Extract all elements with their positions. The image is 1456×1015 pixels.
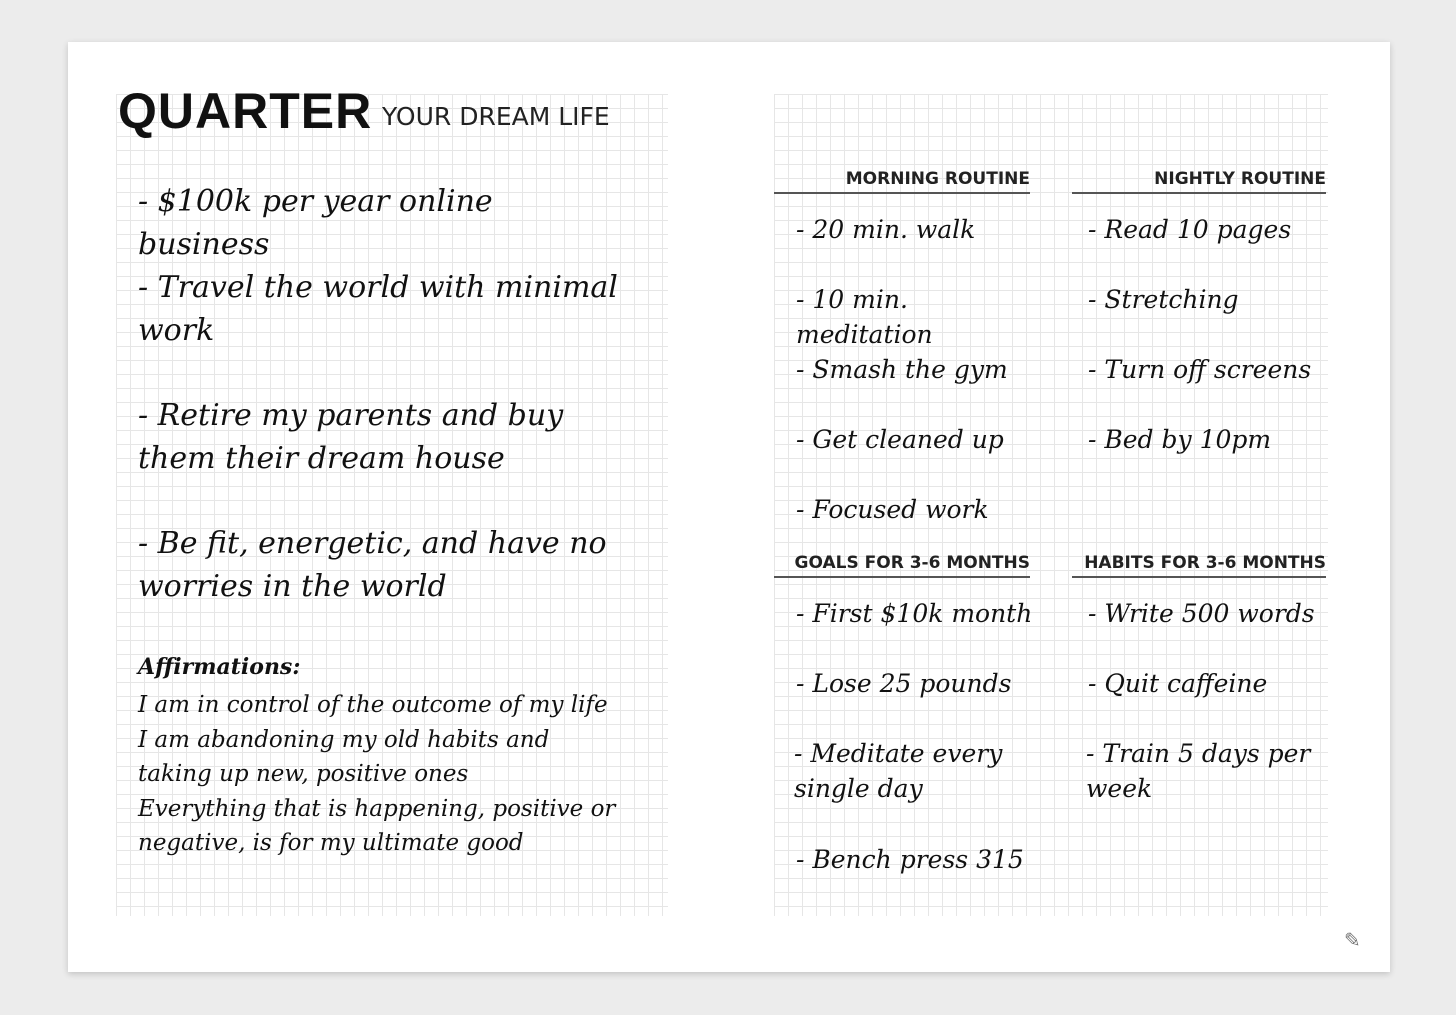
nightly-item-3: - Turn off screens bbox=[1088, 355, 1312, 384]
habit-item-2: - Quit caffeine bbox=[1088, 669, 1268, 698]
habit-item-3: - Train 5 days per week bbox=[1086, 739, 1311, 803]
morning-item-3: - Smash the gym bbox=[796, 355, 1008, 384]
goal-item-3: - Meditate every single day bbox=[794, 739, 1003, 803]
dream-item-1: - $100k per year online business bbox=[138, 184, 493, 262]
nightly-item-2: - Stretching bbox=[1088, 285, 1239, 314]
morning-item-4: - Get cleaned up bbox=[796, 425, 1004, 454]
affirmation-line-3: Everything that is happening, positive or negative, is for my ultimate good bbox=[138, 795, 616, 856]
morning-routine-heading: MORNING ROUTINE bbox=[774, 168, 1030, 194]
dream-item-3: - Retire my parents and buy them their dream house bbox=[138, 398, 564, 476]
dream-item-4: - Be fit, energetic, and have no worries in the world bbox=[138, 526, 607, 604]
morning-item-5: - Focused work bbox=[796, 495, 989, 524]
page-title: QUARTER bbox=[118, 83, 373, 139]
goal-item-2: - Lose 25 pounds bbox=[796, 669, 1012, 698]
planner-page bbox=[68, 42, 1390, 972]
morning-item-1: - 20 min. walk bbox=[796, 215, 976, 244]
affirmation-line-1: I am in control of the outcome of my life bbox=[138, 692, 608, 718]
goal-item-1: - First $10k month bbox=[796, 599, 1033, 628]
habits-heading: HABITS FOR 3-6 MONTHS bbox=[1072, 552, 1326, 578]
dream-item-2: - Travel the world with minimal work bbox=[138, 270, 618, 348]
habit-item-1: - Write 500 words bbox=[1088, 599, 1315, 628]
page-subtitle: YOUR DREAM LIFE bbox=[382, 102, 610, 131]
pen-edit-icon[interactable]: ✎ bbox=[1344, 930, 1361, 952]
affirmations-text bbox=[138, 688, 618, 861]
nightly-item-4: - Bed by 10pm bbox=[1088, 425, 1272, 454]
nightly-routine-heading: NIGHTLY ROUTINE bbox=[1072, 168, 1326, 194]
goals-heading: GOALS FOR 3-6 MONTHS bbox=[774, 552, 1030, 578]
affirmations-heading: Affirmations: bbox=[138, 654, 301, 680]
nightly-item-1: - Read 10 pages bbox=[1088, 215, 1292, 244]
morning-item-2: - 10 min. meditation bbox=[796, 285, 933, 349]
goal-item-4: - Bench press 315 bbox=[796, 845, 1024, 874]
affirmation-line-2: I am abandoning my old habits and taking up new, positive ones bbox=[138, 726, 550, 787]
